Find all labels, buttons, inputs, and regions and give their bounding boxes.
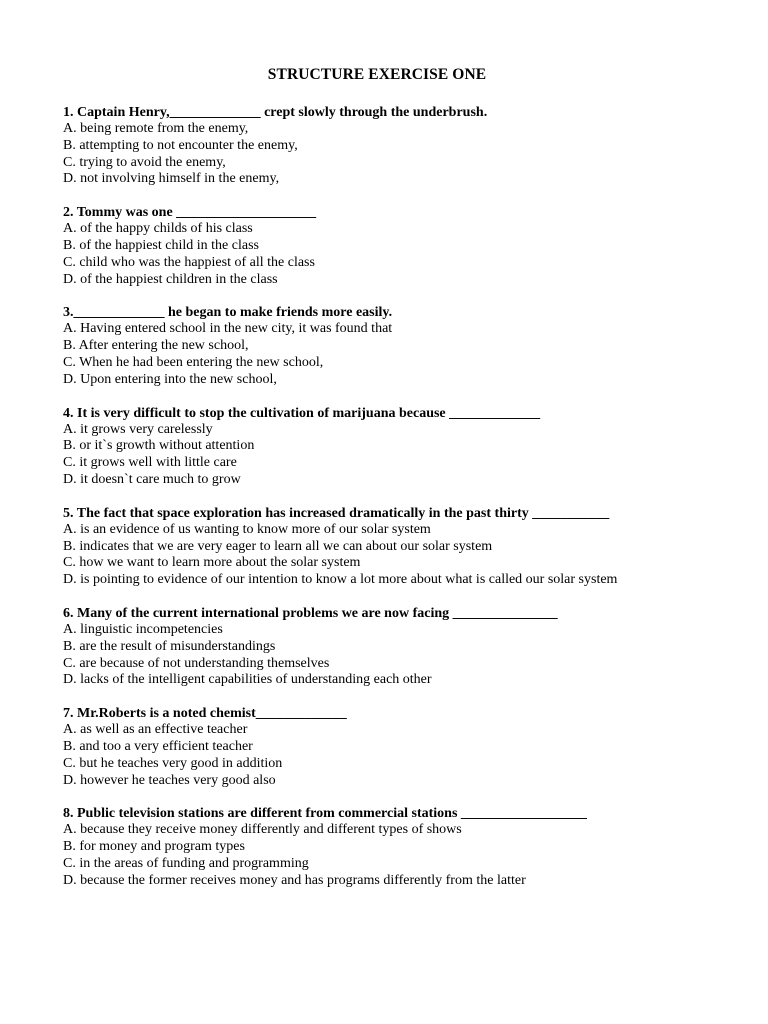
- option-a: A. of the happy childs of his class: [63, 221, 253, 237]
- question-stem: 8. Public television stations are different from commercial stations __________________: [63, 806, 587, 822]
- question-stem: 1. Captain Henry,_____________ crept slowly through the underbrush.: [63, 105, 488, 120]
- question-stem: 4. It is very difficult to stop the cultivation of marijuana because _____________: [63, 405, 541, 421]
- option-d: D. it doesn`t care much to grow: [63, 471, 241, 487]
- option-a: A. it grows very carelessly: [63, 421, 213, 437]
- option-a: A. Having entered school in the new city, it was found that: [63, 321, 393, 337]
- question-4: [63, 405, 753, 489]
- option-c: C. how we want to learn more about the solar system: [63, 555, 361, 571]
- question-stem: 7. Mr.Roberts is a noted chemist_____________: [63, 706, 347, 722]
- option-a: A. linguistic incompetencies: [63, 621, 223, 637]
- option-c: C. in the areas of funding and programming: [63, 855, 309, 871]
- page-title: STRUCTURE EXERCISE ONE: [267, 66, 487, 83]
- question-stem: 6. Many of the current international problems we are now facing _______________: [63, 605, 558, 621]
- option-d: D. is pointing to evidence of our intention to know a lot more about what is called our solar system: [63, 572, 618, 588]
- option-b: B. are the result of misunderstandings: [63, 638, 276, 654]
- option-d: D. Upon entering into the new school,: [63, 371, 277, 387]
- question-8: [63, 805, 753, 889]
- question-1: [63, 104, 753, 188]
- option-c: C. child who was the happiest of all the class: [63, 254, 315, 270]
- question-list: [63, 104, 753, 906]
- question-5: [63, 505, 753, 589]
- option-d: D. because the former receives money and has programs differently from the latter: [63, 872, 526, 888]
- option-c: C. but he teaches very good in addition: [63, 755, 283, 771]
- question-7: [63, 705, 753, 789]
- option-b: B. indicates that we are very eager to learn all we can about our solar system: [63, 538, 493, 554]
- option-a: A. being remote from the enemy,: [63, 121, 249, 136]
- option-d: D. lacks of the intelligent capabilities of understanding each other: [63, 672, 432, 688]
- option-a: A. as well as an effective teacher: [63, 722, 248, 738]
- question-stem: 3._____________ he began to make friends more easily.: [63, 305, 393, 321]
- option-c: C. it grows well with little care: [63, 455, 237, 471]
- option-c: C. trying to avoid the enemy,: [63, 154, 226, 170]
- option-c: C. When he had been entering the new school,: [63, 354, 324, 370]
- question-3: [63, 304, 753, 388]
- option-a: A. because they receive money differently and different types of shows: [63, 822, 462, 838]
- option-c: C. are because of not understanding themselves: [63, 655, 330, 671]
- option-d: D. not involving himself in the enemy,: [63, 171, 280, 187]
- option-b: B. After entering the new school,: [63, 338, 249, 354]
- option-b: B. of the happiest child in the class: [63, 237, 259, 253]
- question-stem: 2. Tommy was one ____________________: [63, 205, 317, 221]
- option-d: D. however he teaches very good also: [63, 772, 276, 788]
- option-b: B. or it`s growth without attention: [63, 438, 255, 454]
- option-b: B. for money and program types: [63, 839, 245, 855]
- option-b: B. and too a very efficient teacher: [63, 738, 253, 754]
- option-b: B. attempting to not encounter the enemy,: [63, 137, 298, 153]
- question-stem: 5. The fact that space exploration has increased dramatically in the past thirty ___________: [63, 505, 610, 521]
- option-a: A. is an evidence of us wanting to know more of our solar system: [63, 521, 431, 537]
- question-2: [63, 204, 753, 288]
- question-6: [63, 605, 753, 689]
- option-d: D. of the happiest children in the class: [63, 271, 278, 287]
